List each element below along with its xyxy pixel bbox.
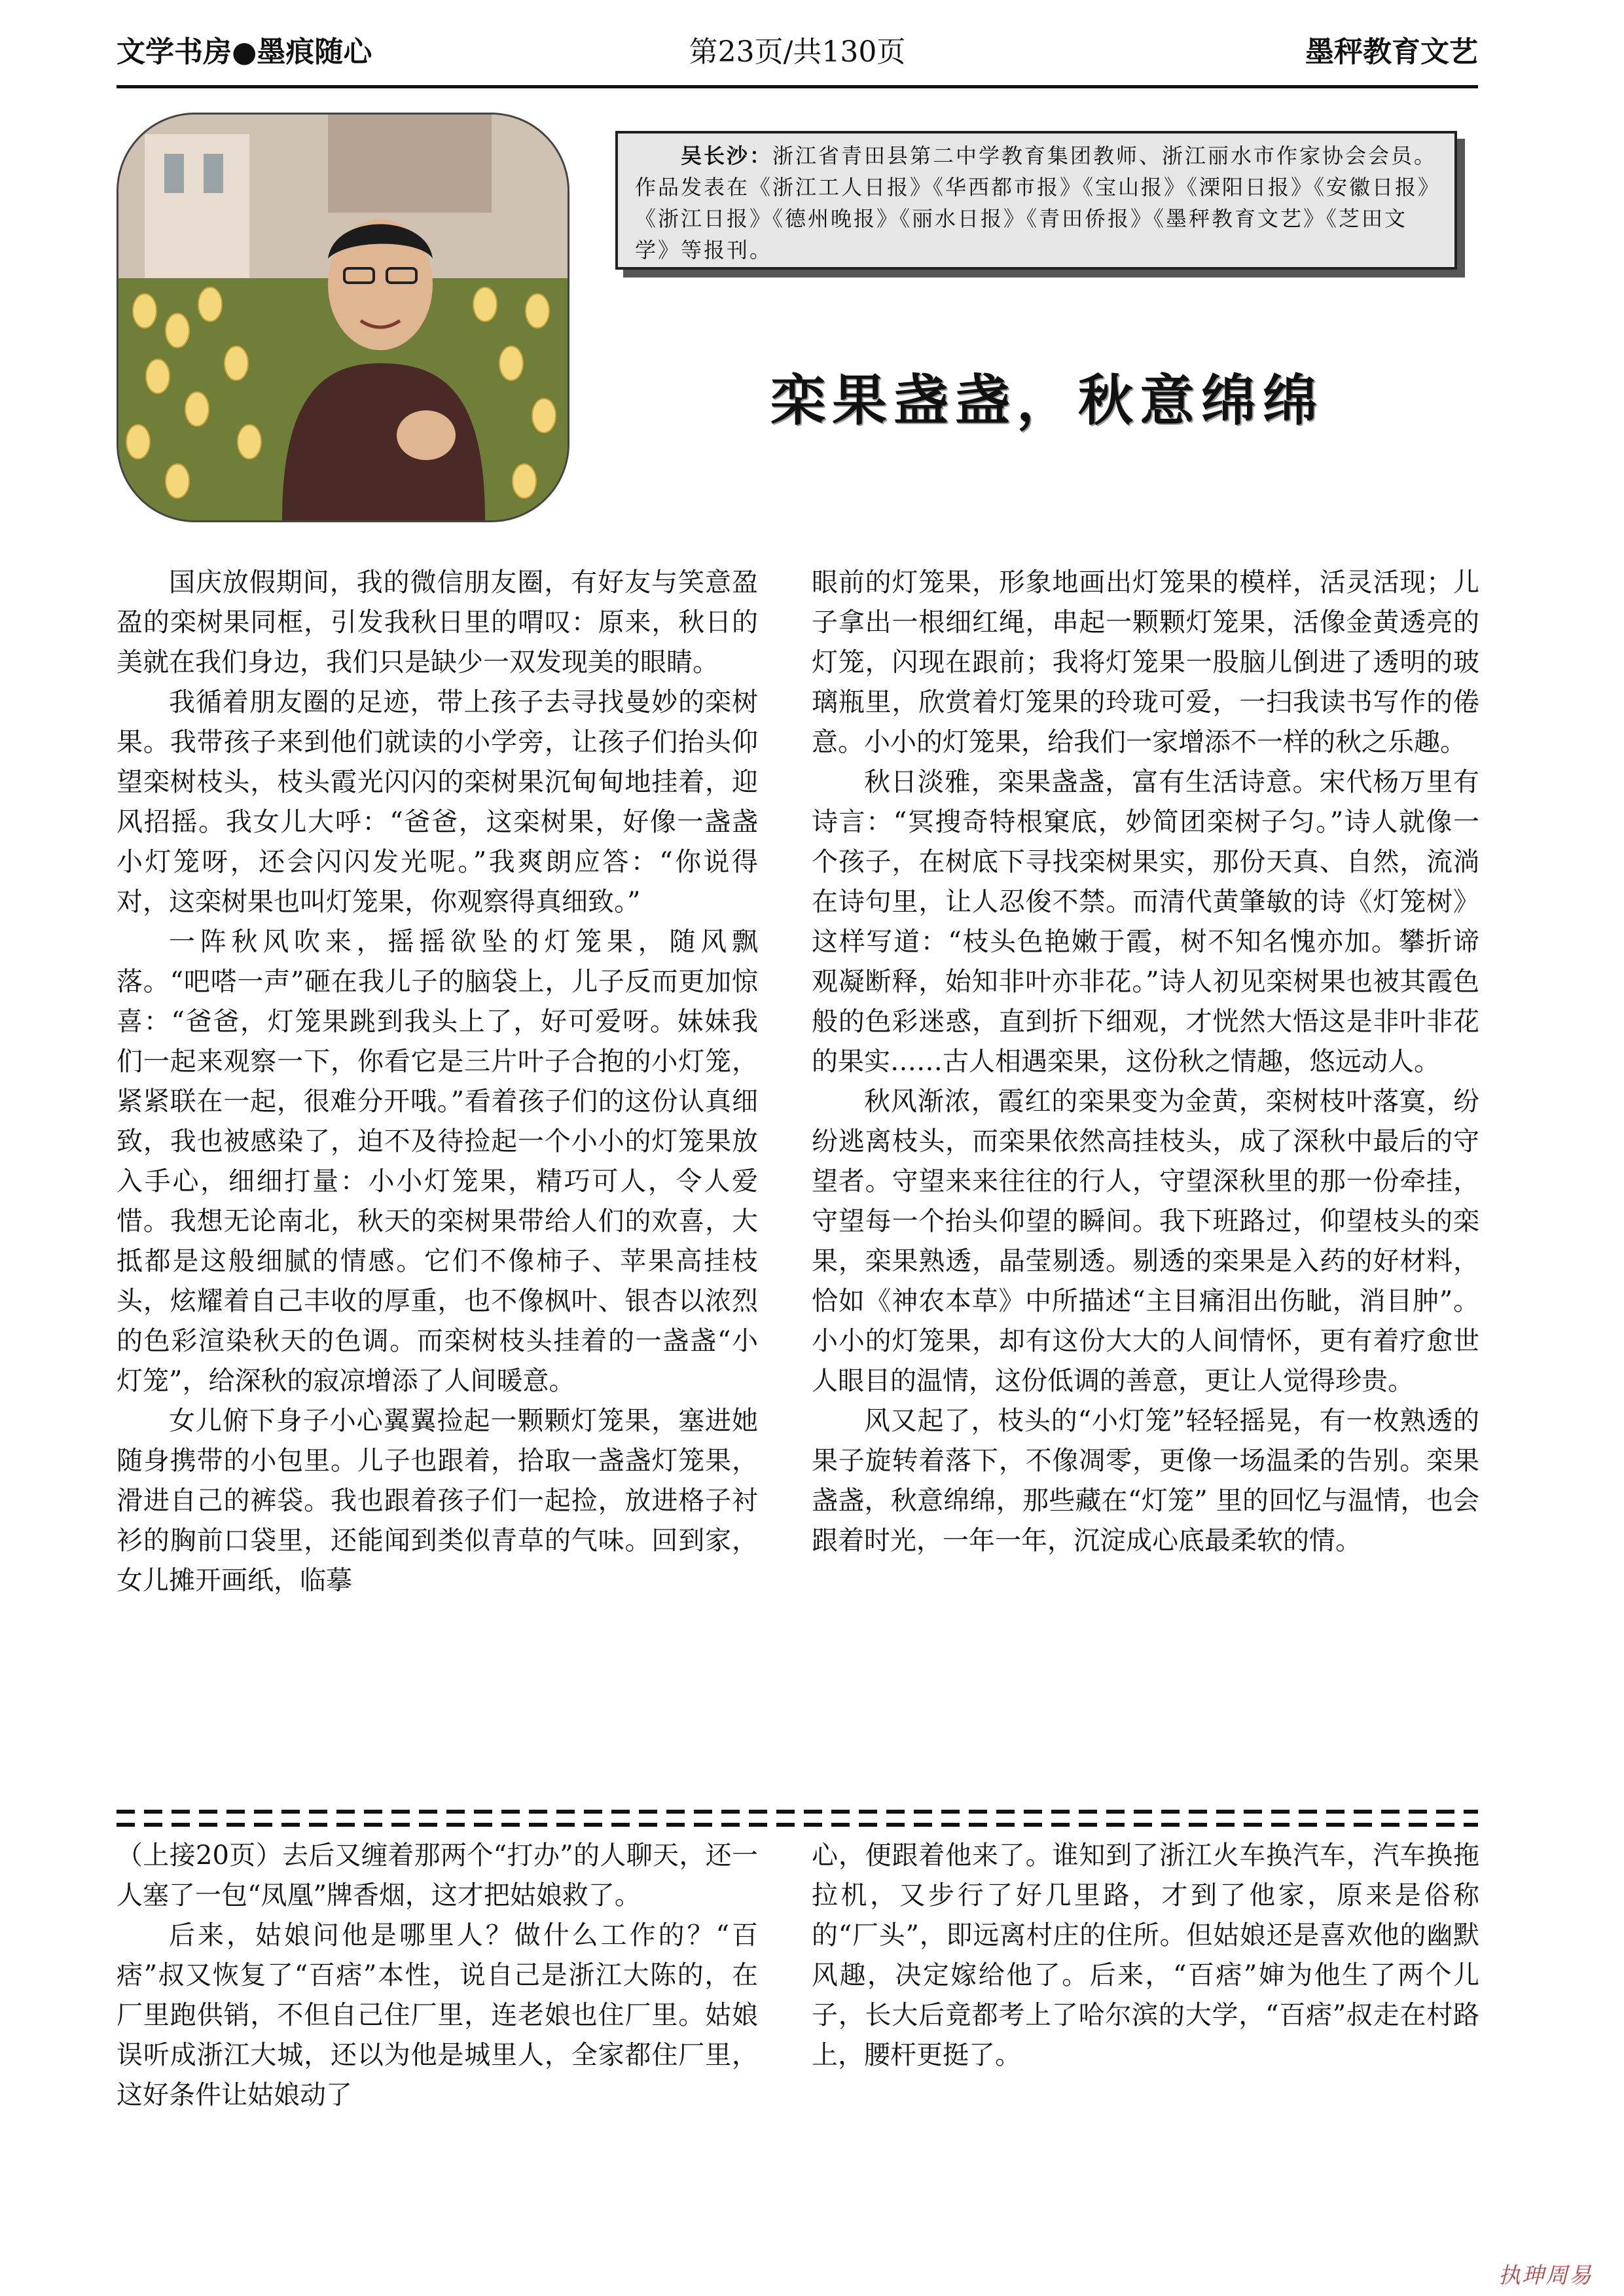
continued-column-left [117,1836,758,2115]
paragraph-continued: 眼前的灯笼果，形象地画出灯笼果的模样，活灵活现；儿子拿出一根细红绳，串起一颗颗灯笼果，活像金黄透亮的灯笼，闪现在跟前；我将灯笼果一股脑儿倒进了透明的玻璃瓶里，欣赏着灯笼果的玲珑可爱，一扫我读书写作的倦意。小小的灯笼果，给我们一家增添不一样的秋之乐趣。 [812,567,1479,757]
continued-column-right [812,1836,1479,2075]
author-bio-box [615,131,1457,270]
author-photo-illustration [118,115,568,520]
author-bio-text: 浙江省青田县第二中学教育集团教师、浙江丽水市作家协会会员。作品发表在《浙江工人日报》《华西都市报》《宝山报》《溧阳日报》《安徽日报》《浙江日报》《德州晚报》《丽水日报》《青田侨报》《墨秤教育文艺》《芝田文学》等报刊。 [635,143,1437,262]
article-column-right [812,563,1479,1561]
paragraph: 风又起了，枝头的“小灯笼”轻轻摇晃，有一枚熟透的果子旋转着落下，不像凋零，更像一场温柔的告别。栾果盏盏，秋意绵绵，那些藏在“灯笼” 里的回忆与温情，也会跟着时光，一年一年，沉淀成心底最柔软的情。 [812,1406,1479,1556]
paragraph: 女儿俯下身子小心翼翼捡起一颗颗灯笼果，塞进她随身携带的小包里。儿子也跟着，拾取一盏盏灯笼果，滑进自己的裤袋。我也跟着孩子们一起捡，放进格子衬衫的胸前口袋里，还能闻到类似青草的气味。回到家，女儿摊开画纸，临摹 [117,1406,758,1596]
page-number: 第23页/共130页 [689,35,906,69]
header-divider [117,85,1478,88]
paragraph-continued: 心，便跟着他来了。谁知到了浙江火车换汽车，汽车换拖拉机，又步行了好几里路，才到了他家，原来是俗称的“厂头”，即远离村庄的住所。但姑娘还是喜欢他的幽默风趣，决定嫁给他了。后来，“百痞”婶为他生了两个儿子，长大后竟都考上了哈尔滨的大学，“百痞”叔走在村路上，腰杆更挺了。 [812,1840,1479,2070]
paragraph: 后来，姑娘问他是哪里人？做什么工作的？“百痞”叔又恢复了“百痞”本性，说自己是浙江大陈的，在厂里跑供销，不但自己住厂里，连老娘也住厂里。姑娘误听成浙江大城，还以为他是城里人，全家都住厂里，这好条件让姑娘动了 [117,1920,758,2110]
author-bio [635,140,1437,266]
section-divider [117,1810,1478,1827]
article-title: 栾果盏盏，秋意绵绵 [770,368,1324,433]
paragraph: （上接20页）去后又缠着那两个“打办”的人聊天，还一人塞了一包“凤凰”牌香烟，这才把姑娘救了。 [117,1840,758,1910]
paragraph: 秋风渐浓，霞红的栾果变为金黄，栾树枝叶落寞，纷纷逃离枝头，而栾果依然高挂枝头，成了深秋中最后的守望者。守望来来往往的行人，守望深秋里的那一份牵挂，守望每一个抬头仰望的瞬间。我下班路过，仰望枝头的栾果，栾果熟透，晶莹剔透。剔透的栾果是入药的好材料，恰如《神农本草》中所描述“主目痛泪出伤眦，消目肿”。小小的灯笼果，却有这份大大的人间情怀，更有着疗愈世人眼目的温情，这份低调的善意，更让人觉得珍贵。 [812,1086,1479,1396]
paragraph: 秋日淡雅，栾果盏盏，富有生活诗意。宋代杨万里有诗言：“冥搜奇特根窠底，妙简团栾树子匀。”诗人就像一个孩子，在树底下寻找栾树果实，那份天真、自然，流淌在诗句里，让人忍俊不禁。而清代黄肇敏的诗《灯笼树》这样写道：“枝头色艳嫩于霞，树不知名愧亦加。攀折谛观凝断释，始知非叶亦非花。”诗人初见栾树果也被其霞色般的色彩迷惑，直到折下细观，才恍然大悟这是非叶非花的果实……古人相遇栾果，这份秋之情趣，悠远动人。 [812,767,1479,1077]
watermark: 执珅周易 [1498,2263,1593,2289]
page-header [117,29,1478,76]
paragraph: 一阵秋风吹来，摇摇欲坠的灯笼果，随风飘落。“吧嗒一声”砸在我儿子的脑袋上，儿子反而更加惊喜：“爸爸，灯笼果跳到我头上了，好可爱呀。妹妹我们一起来观察一下，你看它是三片叶子合抱的小灯笼，紧紧联在一起，很难分开哦。”看着孩子们的这份认真细致，我也被感染了，迫不及待捡起一个小小的灯笼果放入手心，细细打量：小小灯笼果，精巧可人，令人爱惜。我想无论南北，秋天的栾树果带给人们的欢喜，大抵都是这般细腻的情感。它们不像柿子、苹果高挂枝头，炫耀着自己丰收的厚重，也不像枫叶、银杏以浓烈的色彩渲染秋天的色调。而栾树枝头挂着的一盏盏“小灯笼”，给深秋的寂凉增添了人间暖意。 [117,927,758,1396]
publication-name: 墨秤教育文艺 [1305,35,1478,69]
paragraph: 国庆放假期间，我的微信朋友圈，有好友与笑意盈盈的栾树果同框，引发我秋日里的喟叹：原来，秋日的美就在我们身边，我们只是缺少一双发现美的眼睛。 [117,567,758,677]
paragraph: 我循着朋友圈的足迹，带上孩子去寻找曼妙的栾树果。我带孩子来到他们就读的小学旁，让孩子们抬头仰望栾树枝头，枝头霞光闪闪的栾树果沉甸甸地挂着，迎风招摇。我女儿大呼：“爸爸，这栾树果，好像一盏盏小灯笼呀，还会闪闪发光呢。”我爽朗应答：“你说得对，这栾树果也叫灯笼果，你观察得真细致。” [117,687,758,917]
section-name: 文学书房●墨痕随心 [117,35,372,69]
author-photo [117,113,569,522]
article-column-left [117,563,758,1601]
author-name: 吴长沙： [681,143,773,168]
